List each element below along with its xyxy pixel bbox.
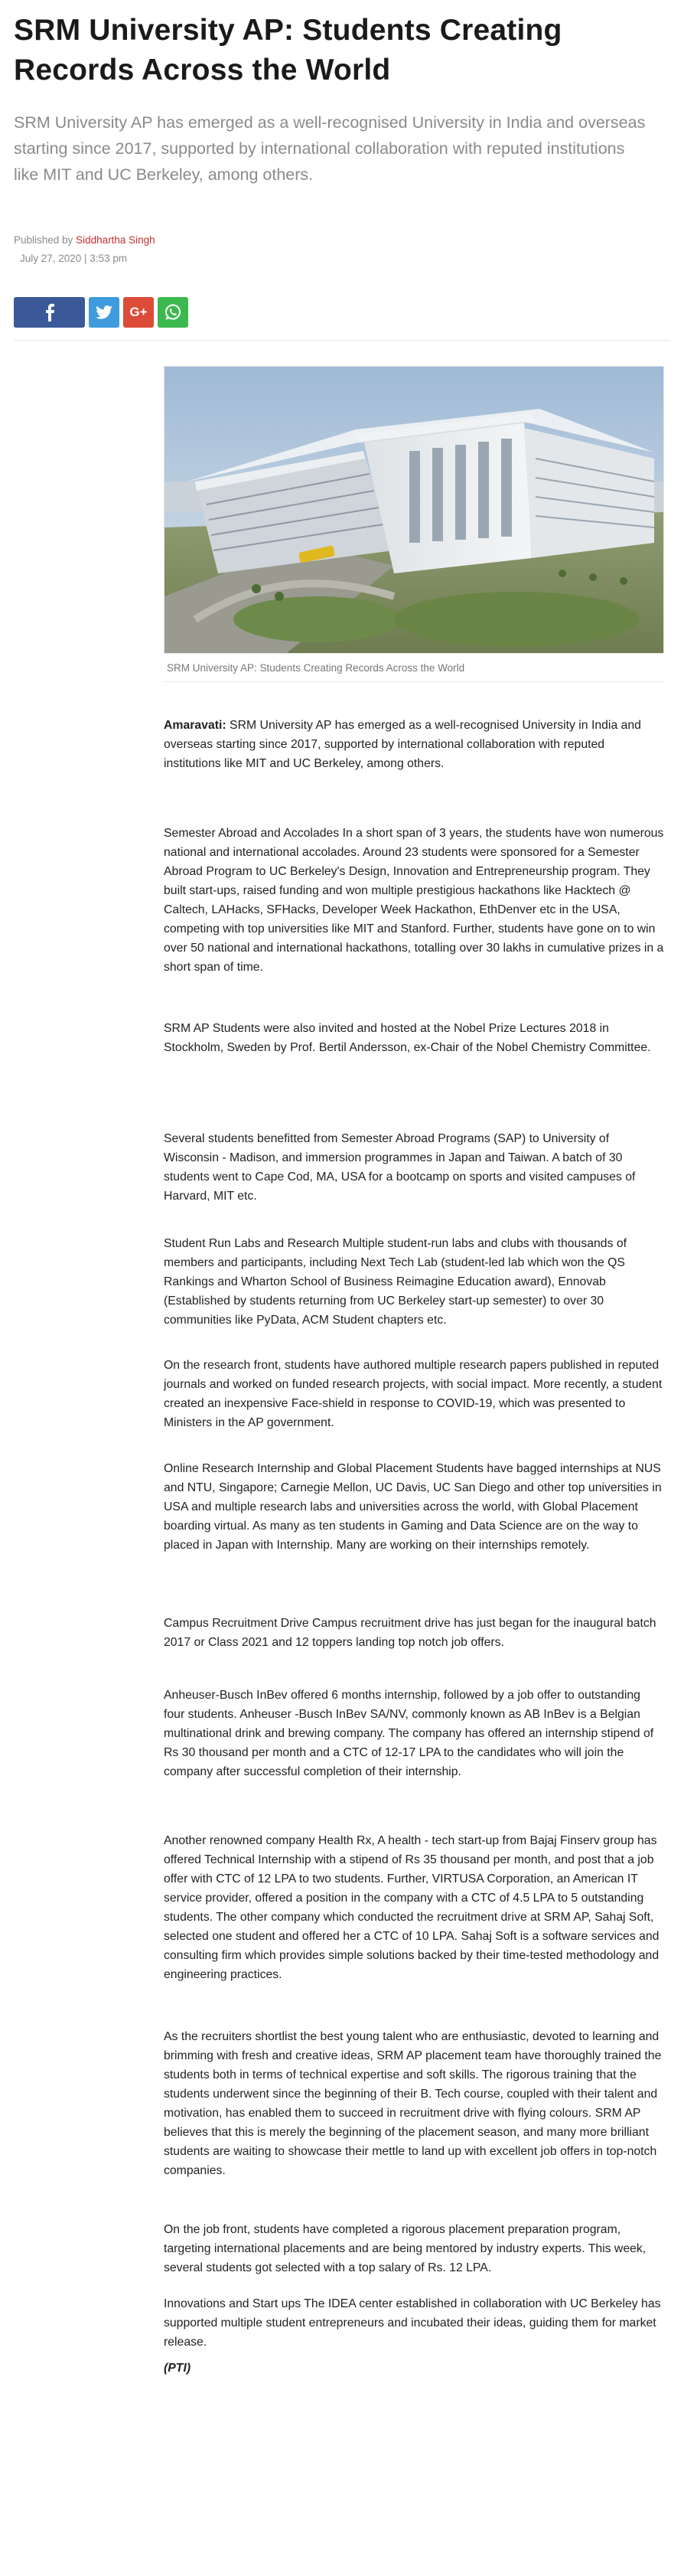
paragraph-9: Anheuser-Busch InBev offered 6 months internship, followed by a job offer to outstanding four students. Anheuser -Busch InBev SA/NV, commonly known as AB InBev is a Belgian multinational drink and brewing company. The company has offered an internship stipend of Rs 30 thousand per month and a CTC of 12-17 LPA to the candidates who will join the company after successful completion of their internship. [164,1689,654,1778]
byline [14,234,155,246]
article-title: SRM University AP: Students Creating Records Across the World [14,14,562,87]
publish-date: July 27, 2020 | 3:53 pm [20,253,128,264]
twitter-share-button[interactable] [89,297,119,328]
image-caption: SRM University AP: Students Creating Records Across the World [167,662,465,674]
article-subtitle: SRM University AP has emerged as a well-recognised University in India and overseas starting since 2017, supported by international collaboration with reputed institutions like MIT and UC Berkeley, among others. [14,113,646,184]
paragraph-8: Campus Recruitment Drive Campus recruitment drive has just began for the inaugural batch 2017 or Class 2021 and 12 toppers landing top notch job offers. [164,1617,656,1649]
google-plus-icon: G+ [129,305,148,319]
paragraph-2: Semester Abroad and Accolades In a short span of 3 years, the students have won numerous national and international accolades. Around 23 students were sponsored for a Semester Abroad Program to UC Berkeley's Design, Innovation and Entrepreneurship program. They built start-ups, raised funding and won multiple prestigious hackathons like Hacktech @ Caltech, LAHacks, SFHacks, Developer Week Hackathon, EthDenver etc in the USA, competing with top universities like MIT and Stanford. Further, students have gone on to win over 50 national and international hackathons, totalling over 30 lakhs in cumulative prizes in a short span of time. [164,827,664,974]
paragraph-6: On the research front, students have authored multiple research papers published in reputed journals and worked on funded research projects, with social impact. More recently, a student created an inexpensive Face-shield in response to COVID-19, which was presented to Ministers in the AP government. [164,1359,663,1429]
paragraph-11: As the recruiters shortlist the best young talent who are enthusiastic, devoted to learning and brimming with fresh and creative ideas, SRM AP placement team have thoroughly trained the students both in terms of technical expertise and soft skills. The rigorous training that the students underwent since the beginning of their B. Tech course, coupled with their talent and motivation, has enabled them to succeed in recruitment drive with flying colours. SRM AP believes that this is merely the beginning of the placement season, and many more brilliant students are waiting to showcase their mettle to land up with excellent job offers in top-notch companies. [164,2030,662,2177]
caption-divider [164,681,664,682]
whatsapp-share-button[interactable] [158,297,188,328]
divider [14,340,670,341]
article-image [164,366,664,654]
whatsapp-icon [164,303,182,322]
paragraph-10: Another renowned company Health Rx, A health - tech start-up from Bajaj Finserv group has offered Technical Internship with a stipend of Rs 35 thousand per month, and post that a job offer with CTC of 12 LPA to two students. Further, VIRTUSA Corporation, an American IT service provider, offered a position in the company with a CTC of 4.5 LPA to 5 outstanding students. The other company which conducted the recruitment drive at SRM AP, Sahaj Soft, selected one student and offered her a CTC of 10 LPA. Sahaj Soft is a software services and consulting firm which provides simple solutions backed by their time-tested methodology and engineering practices. [164,1834,660,1981]
author-link[interactable]: Siddhartha Singh [76,234,155,246]
paragraph-4: Several students benefitted from Semester Abroad Programs (SAP) to University of Wisconsin - Madison, and immersion programmes in Japan and Taiwan. A batch of 30 students went to Cape Cod, MA, USA for a bootcamp on sports and visited campuses of Harvard, MIT etc. [164,1132,636,1203]
source-credit-text: (PTI) [164,2362,191,2375]
dateline-lead: Amaravati: [164,719,226,732]
paragraph-1 [164,716,664,773]
paragraph-13: Innovations and Start ups The IDEA center established in collaboration with UC Berkeley has supported multiple student entrepreneurs and incubated their ideas, guiding them for market release. [164,2297,661,2349]
source-credit [164,2359,664,2378]
share-bar [14,297,188,328]
twitter-icon [96,305,112,319]
facebook-icon [44,303,55,322]
paragraph-12: On the job front, students have completed a rigorous placement preparation program, targeting international placements and are being mentored by industry experts. This week, several students got selected with a top salary of Rs. 12 LPA. [164,2223,647,2274]
paragraph-3: SRM AP Students were also invited and hosted at the Nobel Prize Lectures 2018 in Stockholm, Sweden by Prof. Bertil Andersson, ex-Chair of the Nobel Chemistry Committee. [164,1022,651,1054]
google-plus-share-button[interactable] [123,297,154,328]
paragraph-5: Student Run Labs and Research Multiple student-run labs and clubs with thousands of members and participants, including Next Tech Lab (student-led lab which won the QS Rankings and Wharton School of Business Reimagine Education award), Ennovab (Established by students returning from UC Berkeley start-up semester) to over 30 communities like PyData, ACM Student chapters etc. [164,1237,627,1327]
published-by-label: Published by [14,234,73,246]
facebook-share-button[interactable] [14,297,85,328]
campus-building-photo [164,367,663,653]
paragraph-7: Online Research Internship and Global Placement Students have bagged internships at NUS and NTU, Singapore; Carnegie Mellon, UC Davis, UC San Diego and other top universities in USA and multiple research labs and universities across the world, with Global Placement boarding virtual. As many as ten students in Gaming and Data Science are on the way to placed in Japan with Internship. Many are working on their internships remotely. [164,1462,662,1552]
paragraph-1-text: SRM University AP has emerged as a well-recognised University in India and overseas starting since 2017, supported by international collaboration with reputed institutions like MIT and UC Berkeley, among others. [164,719,641,770]
